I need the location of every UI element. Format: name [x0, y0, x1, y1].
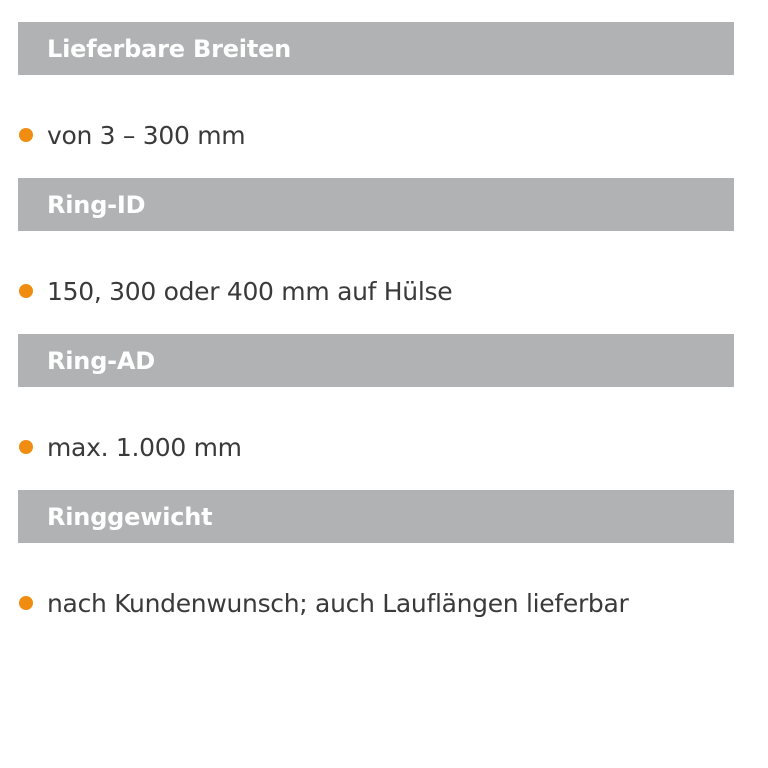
spec-section-ring-weight [18, 490, 734, 618]
section-title: Lieferbare Breiten [47, 34, 292, 63]
list-item [18, 276, 452, 306]
list-item [18, 120, 245, 150]
section-title: Ringgewicht [47, 502, 213, 531]
section-header [18, 22, 734, 75]
section-title: Ring-AD [47, 346, 156, 375]
spec-section-widths [18, 22, 734, 150]
section-header [18, 490, 734, 543]
section-title: Ring-ID [47, 190, 146, 219]
list-item [18, 432, 242, 462]
list-item-text: max. 1.000 mm [47, 432, 242, 462]
list-item-text: von 3 – 300 mm [47, 120, 246, 150]
list-item-text: nach Kundenwunsch; auch Lauflängen lieferbar [47, 588, 629, 618]
bullet-dot-icon [19, 128, 33, 142]
list-item [18, 588, 629, 618]
spec-section-ring-ad [18, 334, 734, 462]
spec-section-ring-id [18, 178, 734, 306]
bullet-dot-icon [19, 440, 33, 454]
section-header [18, 178, 734, 231]
bullet-dot-icon [19, 284, 33, 298]
section-header [18, 334, 734, 387]
bullet-dot-icon [19, 596, 33, 610]
list-item-text: 150, 300 oder 400 mm auf Hülse [47, 276, 453, 306]
